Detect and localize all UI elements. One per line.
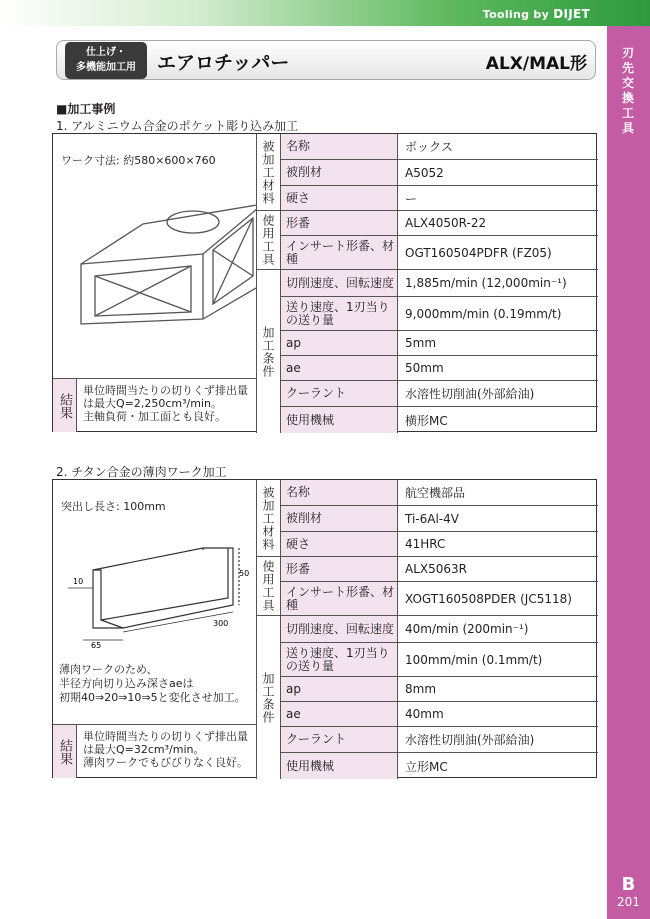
page-letter: B (621, 874, 636, 895)
dim-length-label: 300 (213, 619, 229, 628)
case2-note-line3: 初期40⇒20⇒10⇒5と変化させ加工。 (59, 691, 246, 704)
case2-label-coolant: クーラント (281, 727, 398, 753)
case2-heading: 2. チタン合金の薄肉ワーク加工 (56, 465, 227, 479)
case1-label-material: 被削材 (281, 160, 398, 186)
case1-value-feed: 9,000mm/min (0.19mm/t) (398, 297, 598, 331)
case1-group-material: 被加工材料 (257, 134, 281, 211)
case1-group-conditions: 加工条件 (257, 270, 281, 433)
case1-value-speed: 1,885m/min (12,000min⁻¹) (398, 270, 598, 297)
case2-value-ae: 40mm (398, 702, 598, 727)
case2-label-insert: インサート形番、材種 (281, 582, 398, 616)
case2-group-tool: 使用工具 (257, 557, 281, 616)
case1-label-ap: ap (281, 331, 398, 356)
case2-label-feed: 送り速度、1刃当りの送り量 (281, 643, 398, 677)
case2-table (52, 479, 597, 778)
brand-logo (483, 7, 590, 21)
case1-label-coolant: クーラント (281, 381, 398, 407)
case2-note-line1: 薄肉ワークのため、 (59, 663, 158, 676)
case1-table (52, 133, 597, 432)
case1-value-model: ALX4050R-22 (398, 211, 598, 236)
section-title: ■加工事例 (56, 102, 116, 116)
brand-prefix: Tooling by (482, 8, 554, 21)
case2-label-machine: 使用機械 (281, 753, 398, 779)
case1-label-machine: 使用機械 (281, 407, 398, 433)
case2-label-ae: ae (281, 702, 398, 727)
case2-label-name: 名称 (281, 480, 398, 506)
case1-value-machine: 横形MC (405, 413, 448, 428)
usage-badge (65, 42, 147, 79)
case2-label-speed: 切削速度、回転速度 (281, 616, 398, 643)
dim-height-label: 50 (239, 569, 250, 578)
case1-heading: 1. アルミニウム合金のポケット彫り込み加工 (56, 119, 299, 133)
case1-value-name: ボックス (398, 134, 598, 160)
side-category-title: 刃先交換工具 (621, 46, 634, 135)
case2-value-material: Ti-6Al-4V (398, 506, 598, 532)
case2-note-line2: 半径方向切り込み深さaeは (59, 677, 194, 690)
badge-line1: 仕上げ・ (86, 47, 126, 58)
case1-result-line1: 単位時間当たりの切りくず排出量 (83, 384, 248, 397)
case1-label-name: 名称 (281, 134, 398, 160)
product-header (56, 40, 596, 80)
case2-value-model: ALX5063R (398, 557, 598, 582)
case2-group-conditions: 加工条件 (257, 616, 281, 779)
box-workpiece-sketch (73, 194, 273, 334)
case1-label-model: 形番 (281, 211, 398, 236)
product-title: エアロチッパー (157, 52, 290, 74)
case2-result-text (79, 730, 257, 769)
case2-result-divider (77, 724, 257, 725)
case1-label-hardness: 硬さ (281, 186, 398, 211)
case1-value-hardness: ー (398, 186, 598, 211)
case1-value-coolant: 水溶性切削油(外部給油) (398, 381, 598, 407)
case1-label-feed: 送り速度、1刃当りの送り量 (281, 297, 398, 331)
case1-result-divider (77, 378, 257, 379)
brand-name: DIJET (553, 7, 590, 21)
case1-value-ap: 5mm (398, 331, 598, 356)
top-bar (0, 0, 650, 26)
case2-value-ap: 8mm (398, 677, 598, 702)
case2-group-material: 被加工材料 (257, 480, 281, 557)
case2-label-hardness: 硬さ (281, 532, 398, 557)
case2-work-caption: 突出し長さ: 100mm (61, 500, 166, 513)
case2-label-ap: ap (281, 677, 398, 702)
case2-label-model: 形番 (281, 557, 398, 582)
case2-value-hardness: 41HRC (398, 532, 598, 557)
case1-result-label: 結果 (53, 378, 77, 432)
dim-wall-label: 10 (73, 577, 84, 586)
thin-wall-workpiece-sketch (63, 520, 258, 650)
case2-value-name: 航空機部品 (398, 480, 598, 506)
badge-line2: 多機能加工用 (76, 62, 136, 73)
case1-label-ae: ae (281, 356, 398, 381)
case1-value-insert: OGT160504PDFR (FZ05) (398, 236, 598, 270)
case2-result-line1: 単位時間当たりの切りくず排出量 (83, 730, 248, 743)
product-series: ALX/MAL形 (485, 54, 587, 74)
case2-value-coolant: 水溶性切削油(外部給油) (398, 727, 598, 753)
case2-result-label: 結果 (53, 724, 77, 778)
case2-value-speed: 40m/min (200min⁻¹) (398, 616, 598, 643)
case2-note (59, 663, 246, 705)
case1-label-speed: 切削速度、回転速度 (281, 270, 398, 297)
case1-group-tool: 使用工具 (257, 211, 281, 270)
case1-work-caption: ワーク寸法: 約580×600×760 (61, 154, 216, 167)
case2-value-feed: 100mm/min (0.1mm/t) (398, 643, 598, 677)
dim-width-label: 65 (91, 641, 102, 650)
case2-value-machine: 立形MC (405, 759, 448, 774)
case2-value-insert: XOGT160508PDER (JC5118) (398, 582, 598, 616)
case1-label-insert: インサート形番、材種 (281, 236, 398, 270)
case1-value-ae: 50mm (398, 356, 598, 381)
case1-value-material: A5052 (398, 160, 598, 186)
case1-result-line3: 主軸負荷・加工面とも良好。 (83, 410, 226, 423)
case1-result-line2: は最大Q=2,250cm³/min。 (83, 397, 222, 410)
case1-result-text (79, 384, 257, 423)
page-number: 201 (617, 895, 640, 909)
case2-label-material: 被削材 (281, 506, 398, 532)
case2-result-line3: 薄肉ワークでもびびりなく良好。 (83, 756, 248, 769)
case2-result-line2: は最大Q=32cm³/min。 (83, 743, 205, 756)
side-tab (607, 26, 650, 919)
